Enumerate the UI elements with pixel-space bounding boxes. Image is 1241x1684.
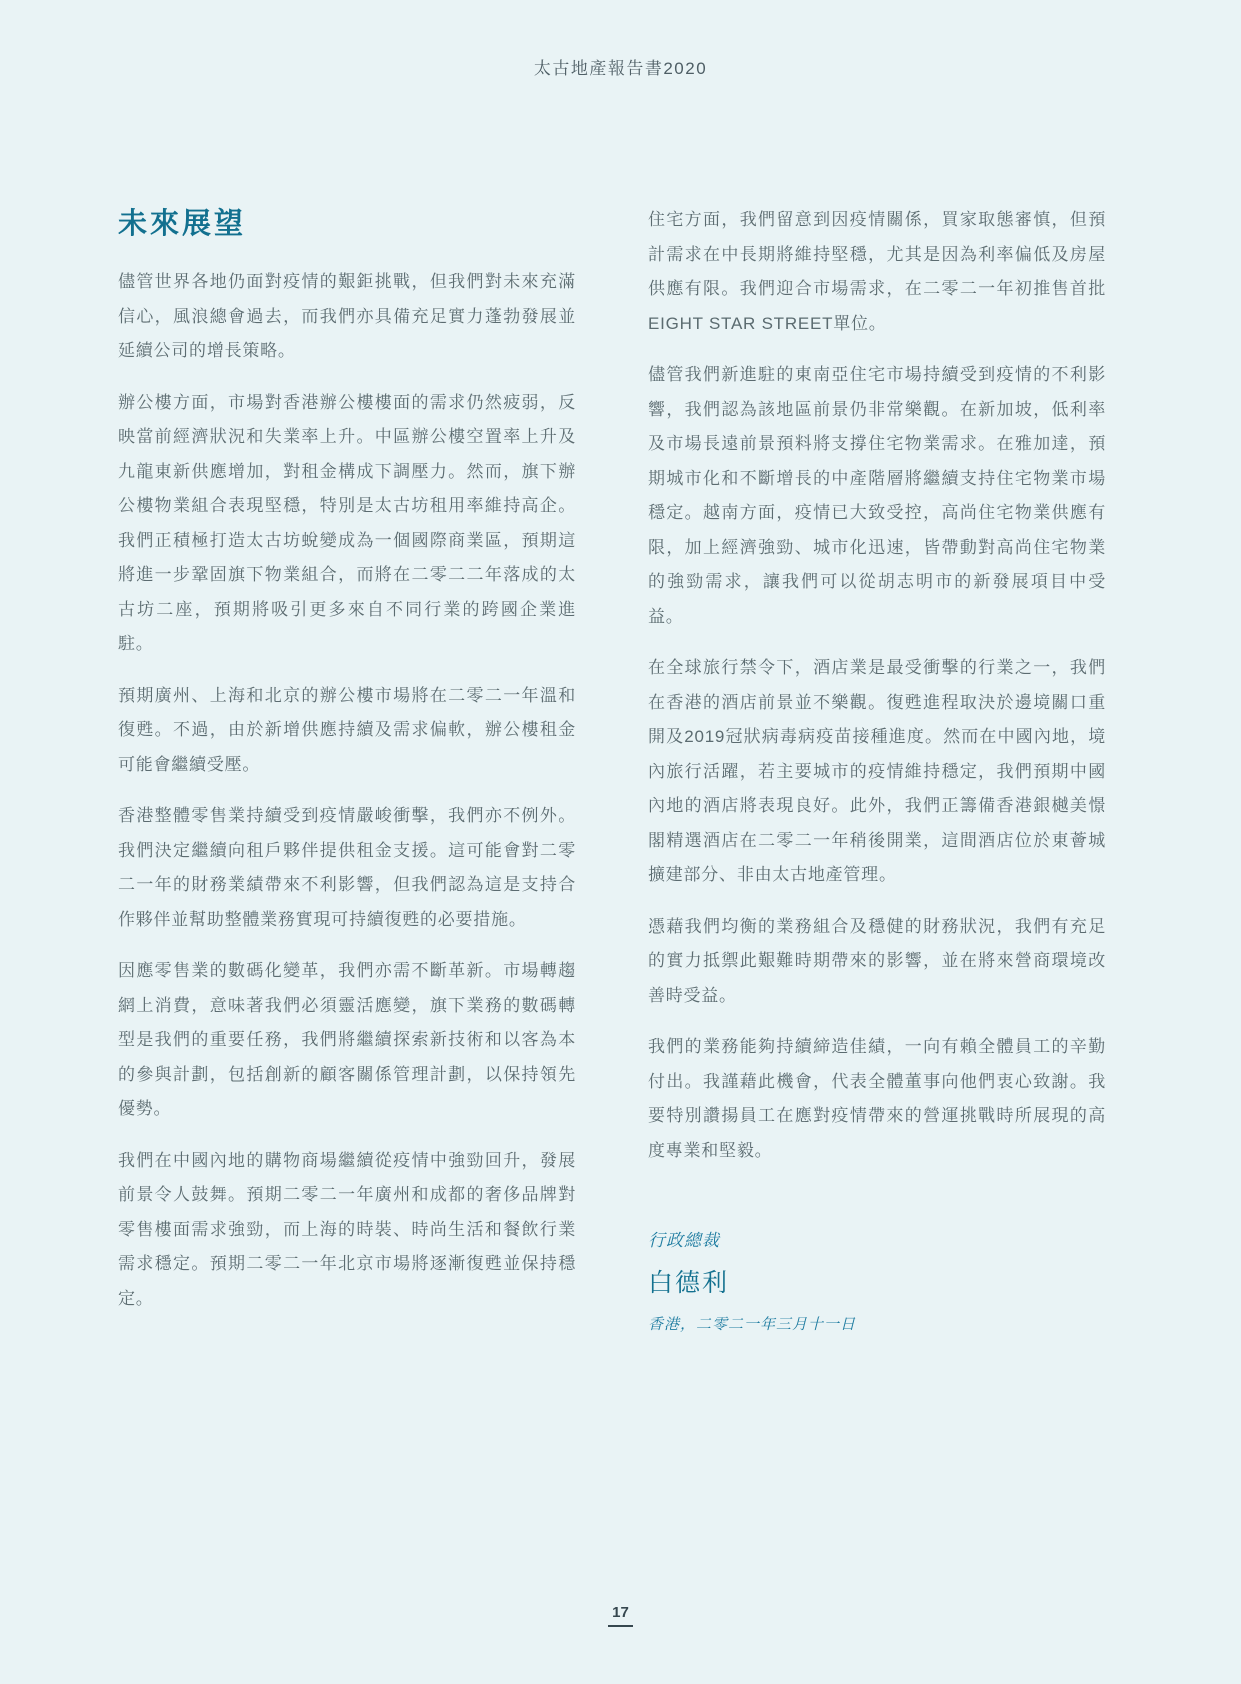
report-title: 太古地產報告書2020 — [533, 59, 708, 78]
right-column — [648, 203, 1106, 1334]
page-number: 17 — [608, 1604, 633, 1627]
paragraph-residential-southeast-asia: 儘管我們新進駐的東南亞住宅市場持續受到疫情的不利影響，我們認為該地區前景仍非常樂觀。在新加坡，低利率及市場長遠前景預料將支撐住宅物業需求。在雅加達，預期城市化和不斷增長的中產階層將繼續支持住宅物業市場穩定。越南方面，疫情已大致受控，高尚住宅物業供應有限，加上經濟強勁、城市化迅速，皆帶動對高尚住宅物業的強勁需求，讓我們可以從胡志明市的新發展項目中受益。 — [648, 365, 1106, 626]
signature-role: 行政總裁 — [648, 1231, 720, 1250]
signature-place-date: 香港，二零二一年三月十一日 — [648, 1316, 857, 1333]
signature-block — [648, 1226, 1106, 1334]
paragraph-staff-thanks: 我們的業務能夠持續締造佳績，一向有賴全體員工的辛勤付出。我謹藉此機會，代表全體董事向他們衷心致謝。我要特別讚揚員工在應對疫情帶來的營運挑戰時所展現的高度專業和堅毅。 — [648, 1037, 1106, 1160]
paragraph-hotels: 在全球旅行禁令下，酒店業是最受衝擊的行業之一，我們在香港的酒店前景並不樂觀。復甦進程取決於邊境關口重開及2019冠狀病毒病疫苗接種進度。然而在中國內地，境內旅行活躍，若主要城市的疫情維持穩定，我們預期中國內地的酒店將表現良好。此外，我們正籌備香港銀樾美憬閣精選酒店在二零二一年稍後開業，這間酒店位於東薈城擴建部分、非由太古地產管理。 — [648, 658, 1106, 884]
page-footer — [0, 1604, 1241, 1627]
paragraph-financial-strength: 憑藉我們均衡的業務組合及穩健的財務狀況，我們有充足的實力抵禦此艱難時期帶來的影響，並在將來營商環境改善時受益。 — [648, 916, 1106, 1005]
paragraph-residential-hongkong: 住宅方面，我們留意到因疫情關係，買家取態審慎，但預計需求在中長期將維持堅穩，尤其是因為利率偏低及房屋供應有限。我們迎合市場需求，在二零二一年初推售首批EIGHT STAR STREET單位。 — [648, 210, 1106, 333]
left-column — [118, 203, 576, 1333]
paragraph-retail-digital: 因應零售業的數碼化變革，我們亦需不斷革新。市場轉趨網上消費，意味著我們必須靈活應變，旗下業務的數碼轉型是我們的重要任務，我們將繼續探索新技術和以客為本的參與計劃，包括創新的顧客關係管理計劃，以保持領先優勢。 — [118, 961, 576, 1118]
paragraph-office-hongkong: 辦公樓方面，市場對香港辦公樓樓面的需求仍然疲弱，反映當前經濟狀況和失業率上升。中區辦公樓空置率上升及九龍東新供應增加，對租金構成下調壓力。然而，旗下辦公樓物業組合表現堅穩，特別是太古坊租用率維持高企。我們正積極打造太古坊蛻變成為一個國際商業區，預期這將進一步鞏固旗下物業組合，而將在二零二二年落成的太古坊二座，預期將吸引更多來自不同行業的跨國企業進駐。 — [118, 392, 576, 653]
paragraph-office-mainland: 預期廣州、上海和北京的辦公樓市場將在二零二一年溫和復甦。不過，由於新增供應持續及需求偏軟，辦公樓租金可能會繼續受壓。 — [118, 685, 576, 774]
paragraph-retail-mainland: 我們在中國內地的購物商場繼續從疫情中強勁回升，發展前景令人鼓舞。預期二零二一年廣州和成都的奢侈品牌對零售樓面需求強勁，而上海的時裝、時尚生活和餐飲行業需求穩定。預期二零二一年北京市場將逐漸復甦並保持穩定。 — [118, 1150, 576, 1308]
section-heading: 未來展望 — [118, 208, 247, 240]
signature-name: 白德利 — [648, 1269, 730, 1297]
paragraph-retail-hongkong: 香港整體零售業持續受到疫情嚴峻衝擊，我們亦不例外。我們決定繼續向租戶夥伴提供租金支援。這可能會對二零二一年的財務業績帶來不利影響，但我們認為這是支持合作夥伴並幫助整體業務實現可持續復甦的必要措施。 — [118, 806, 576, 929]
paragraph-outlook-intro: 儘管世界各地仍面對疫情的艱鉅挑戰，但我們對未來充滿信心，風浪總會過去，而我們亦具備充足實力蓬勃發展並延續公司的增長策略。 — [118, 272, 576, 360]
